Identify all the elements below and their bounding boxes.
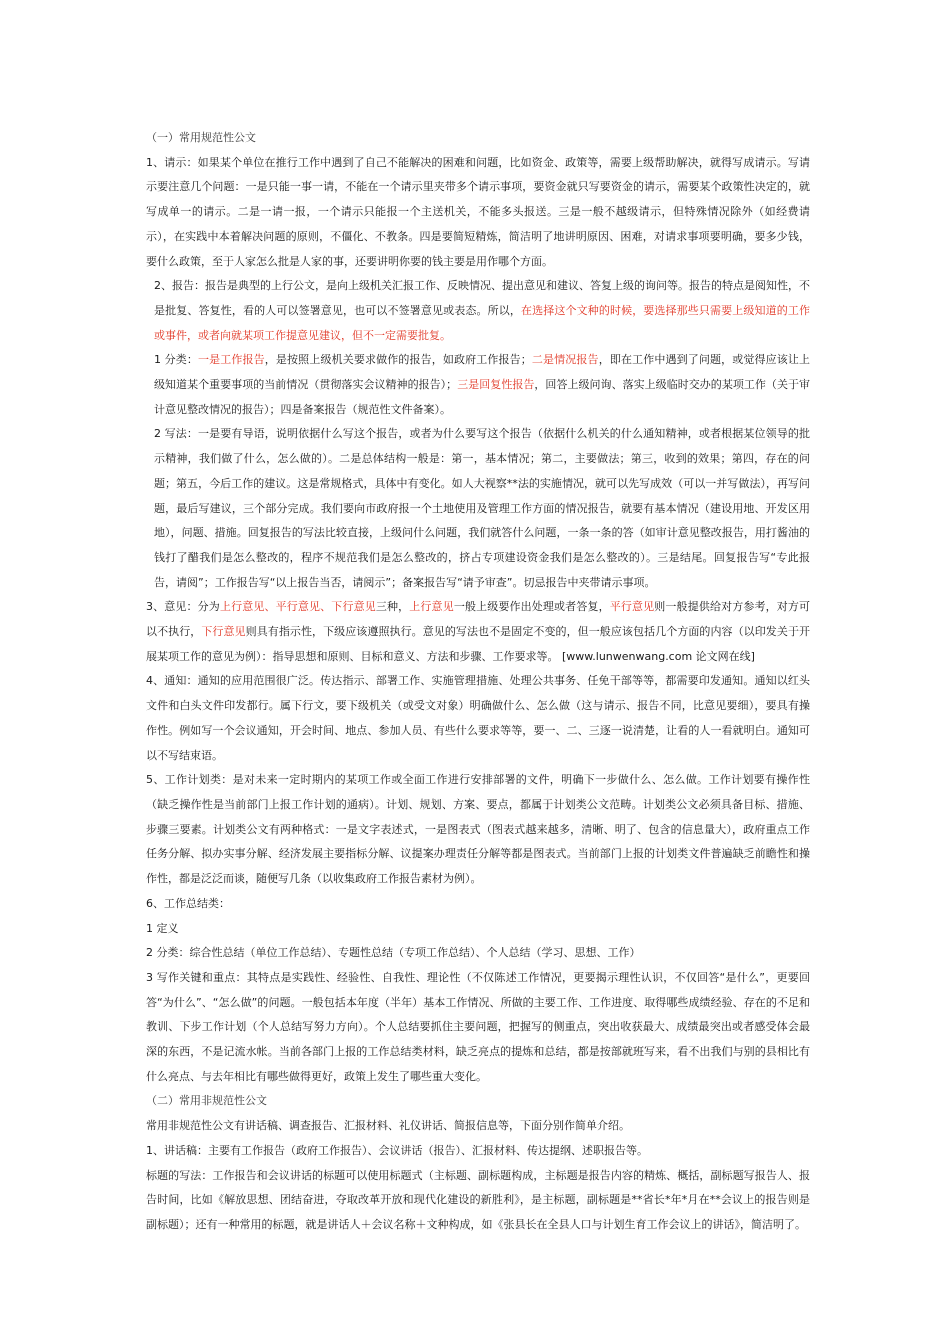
paragraph-report-categories (146, 348, 810, 422)
highlighted-text: 一是工作报告 (198, 353, 265, 367)
text-run: ，即在工作中遇到了问题，或觉得应该让上级知道某个重要事项的当前情况（贯彻落实会议精神的报告）； (154, 353, 811, 392)
text-run: ，回答上级问询、落实上级临时交办的某项工作（关于审计意见整改情况的报告）；四是备案报告（规范性文件备案）。 (154, 378, 810, 416)
text-run: 三种， (375, 600, 410, 614)
highlighted-text: 在选择这个文种的时候，要选择那些只需要上级知道的工作或事件，或者向就某项工作提意见建议，但不一定需要批复。 (154, 303, 810, 342)
document-body (146, 126, 810, 1238)
text-run: 则一般提供给对方参考，对方可以不执行， (146, 600, 811, 639)
highlighted-text: 三是回复性报告 (457, 378, 535, 392)
text-run: 2、报告：报告是典型的上行公文，是向上级机关汇报工作、反映情况、提出意见和建议、答复上级的询问等。报告的特点是阅知性，不是批复、答复性，看的人可以签署意见，也可以不签署意见或表态。所以， (154, 279, 810, 317)
paragraph-report (146, 274, 810, 348)
paragraph-summary-categories: 2 分类：综合性总结（单位工作总结）、专题性总结（专项工作总结）、个人总结（学习、思想、工作） (146, 946, 641, 960)
paragraph-non-normative-intro: 常用非规范性公文有讲话稿、调查报告、汇报材料、礼仪讲话、简报信息等，下面分别作简单介绍。 (146, 1119, 630, 1133)
highlighted-text: 上行意见 (409, 600, 454, 614)
paragraph-opinion (146, 595, 810, 669)
section-heading-non-normative: （二）常用非规范性公文 (146, 1094, 267, 1108)
highlighted-text: 二是情况报告 (531, 353, 599, 367)
text-run: 则具有指示性，下级应该遵照执行。意见的写法也不是固定不变的，但一般应该包括几个方面的内容（以印发关于开展某项工作的意见为例）：指导思想和原则、目标和意义、方法和步骤、工作要求等。 [www.lunwenwang.com 论文网在线] (146, 625, 811, 663)
highlighted-text: 下行意见 (201, 625, 246, 639)
text-run: ，是按照上级机关要求做作的报告，如政府工作报告； (264, 353, 532, 367)
highlighted-text: 上行意见、平行意见、下行意见 (219, 600, 376, 614)
paragraph-report-writing: 2 写法：一是要有导语，说明依据什么写这个报告，或者为什么要写这个报告（依据什么机关的什么通知精神，或者根据某位领导的批示精神，我们做了什么，怎么做的）。二是总体结构一般是：第一，基本情况；第二，主要做法；第三，收到的效果；第四，存在的问题；第五，今后工作的建议。这是常规格式，具体中有变化。如人大视察**法的实施情况，就可以先写成效（可以一并写做法），再写问题，最后写建议，三个部分完成。我们要向市政府报一个土地使用及管理工作方面的情况报告，就要有基本情况（建设用地、开发区用地），问题、措施。回复报告的写法比较直接，上级问什么问题，我们就答什么问题，一条一条的答（如审计意见整改报告，用打酱油的钱打了醋我们是怎么整改的，程序不规范我们是怎么整改的，挤占专项建设资金我们是怎么整改的）。三是结尾。回复报告写“专此报告，请阅”；工作报告写“以上报告当否，请阅示”；备案报告写“请予审查”。切忌报告中夹带请示事项。 (154, 427, 810, 589)
paragraph-summary-keys: 3 写作关键和重点：其特点是实践性、经验性、自我性、理论性（不仅陈述工作情况，更要揭示理性认识，不仅回答“是什么”，更要回答“为什么”、“怎么做”的问题。一般包括本年度（半年）基本工作情况、所做的主要工作、工作进度、取得哪些成绩经验、存在的不足和教训、下步工作计划（个人总结写努力方向）。个人总结要抓住主要问题，把握写的侧重点，突出收获最大、成绩最突出或者感受体会最深的东西，不是记流水帐。当前各部门上报的工作总结类材料，缺乏亮点的提炼和总结，都是按部就班写来，看不出我们与别的县相比有什么亮点、与去年相比有哪些做得更好，政策上发生了哪些重大变化。 (146, 970, 810, 1083)
paragraph-work-plan: 5、工作计划类：是对未来一定时期内的某项工作或全面工作进行安排部署的文件，明确下一步做什么、怎么做。工作计划要有操作性（缺乏操作性是当前部门上报工作计划的通病）。计划、规划、方案、要点，都属于计划类公文范畴。计划类公文必须具备目标、措施、步骤三要素。计划类公文有两种格式：一是文字表述式，一是图表式（图表式越来越多，清晰、明了、包含的信息量大），政府重点工作任务分解、拟办实事分解、经济发展主要指标分解、议提案办理责任分解等都是图表式。当前部门上报的计划类文件普遍缺乏前瞻性和操作性，都是泛泛而谈，随便写几条（以收集政府工作报告素材为例）。 (146, 773, 810, 886)
text-run: 3、意见：分为 (146, 600, 220, 614)
paragraph-notice: 4、通知：通知的应用范围很广泛。传达指示、部署工作、实施管理措施、处理公共事务、任免干部等等，都需要印发通知。通知以红头文件和白头文件印发都行。属下行文，要下级机关（或受文对象）明确做什么、怎么做（这与请示、报告不同，比意见要细），要具有操作性。例如写一个会议通知，开会时间、地点、参加人员、有些什么要求等等，要一、二、三逐一说清楚，让看的人一看就明白。通知可以不写结束语。 (146, 674, 810, 762)
text-run: 一般上级要作出处理或者答复， (453, 600, 610, 614)
paragraph-summary-definition: 1 定义 (146, 921, 179, 935)
paragraph-speech: 1、讲话稿：主要有工作报告（政府工作报告）、会议讲话（报告）、汇报材料、传达提纲、述职报告等。 (146, 1143, 648, 1157)
paragraph-title-writing: 标题的写法：工作报告和会议讲话的标题可以使用标题式（主标题、副标题构成，主标题是报告内容的精炼、概括，副标题写报告人、报告时间，比如《解放思想、团结奋进，夺取改革开放和现代化建设的新胜利》，是主标题，副标题是**省长*年*月在**会议上的报告则是副标题）；还有一种常用的标题，就是讲话人＋会议名称＋文种构成，如《张县长在全县人口与计划生育工作会议上的讲话》，简洁明了。 (146, 1168, 810, 1231)
paragraph-summary-heading: 6、工作总结类： (146, 896, 230, 910)
section-heading-normative: （一）常用规范性公文 (146, 131, 256, 144)
highlighted-text: 平行意见 (609, 600, 655, 614)
text-run: 1 分类： (154, 353, 199, 367)
paragraph-request: 1、请示：如果某个单位在推行工作中遇到了自己不能解决的困难和问题，比如资金、政策等，需要上级帮助解决，就得写成请示。写请示要注意几个问题：一是只能一事一请，不能在一个请示里夹带多个请示事项，要资金就只写要资金的请示，需要某个政策性决定的，就写成单一的请示。二是一请一报，一个请示只能报一个主送机关，不能多头报送。三是一般不越级请示，但特殊情况除外（如经费请示），在实践中本着解决问题的原则，不僵化、不教条。四是要简短精炼，简洁明了地讲明原因、困难，对请求事项要明确，要多少钱，要什么政策，至于人家怎么批是人家的事，还要讲明你要的钱主要是用作哪个方面。 (146, 155, 810, 268)
